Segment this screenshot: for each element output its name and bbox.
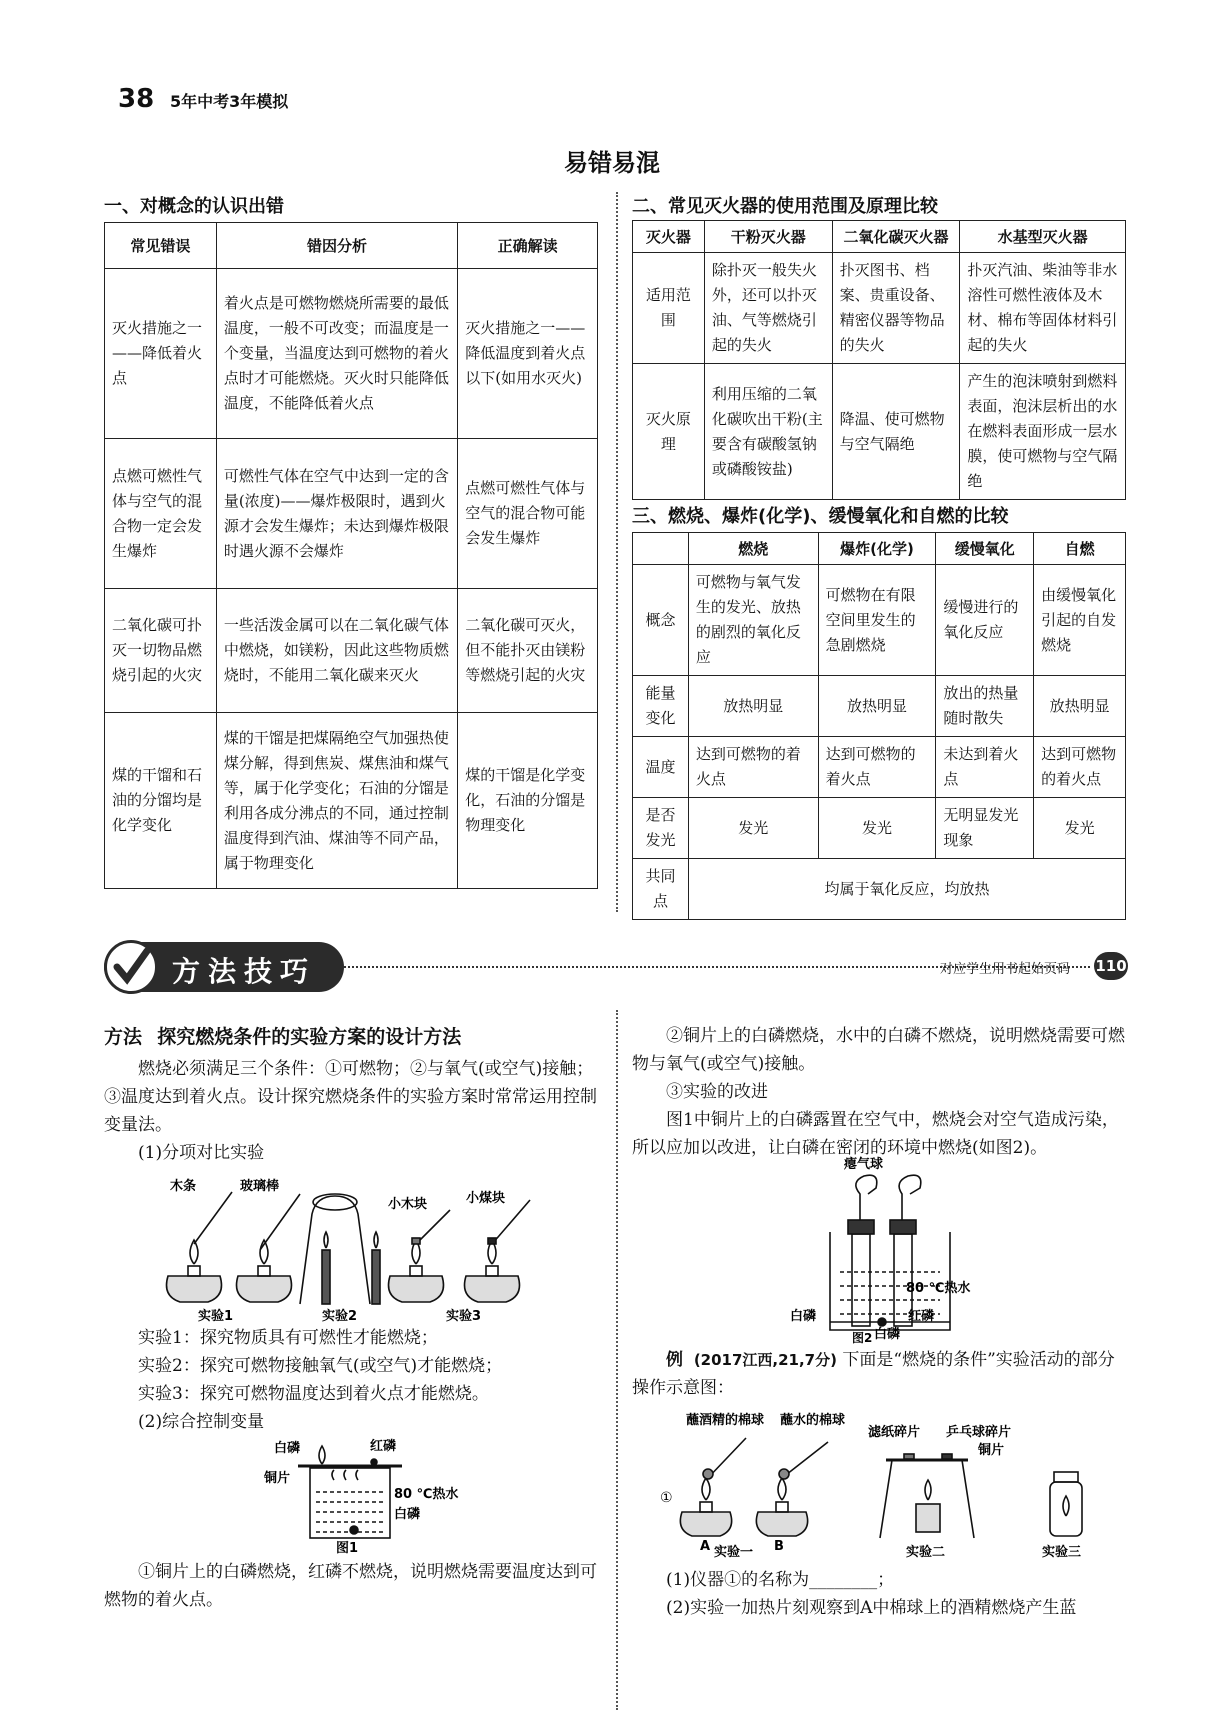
table3-row-header: 能量变化 <box>633 676 689 737</box>
label-red-phosphorus-2: 红磷 <box>908 1309 935 1324</box>
label-copper: 铜片 <box>264 1471 291 1486</box>
table1-header: 常见错误 <box>105 223 217 269</box>
table3-cell: 放热明显 <box>818 676 936 737</box>
table2-header: 二氧化碳灭火器 <box>832 221 960 253</box>
point-2: ②铜片上的白磷燃烧，水中的白磷不燃烧，说明燃烧需要可燃物与氧气(或空气)接触。 <box>632 1026 1125 1074</box>
table3-cell: 缓慢进行的氧化反应 <box>936 565 1034 676</box>
table1-cell: 灭火措施之一——降低温度到着火点以下(如用水灭火) <box>458 269 598 439</box>
book-title: 5年中考3年模拟 <box>170 92 289 111</box>
point-1: ①铜片上的白磷燃烧，红磷不燃烧，说明燃烧需要温度达到可燃物的着火点。 <box>104 1562 597 1610</box>
example-label: 例 <box>666 1350 683 1370</box>
label-copper-2: 铜片 <box>978 1443 1005 1458</box>
table1-cell: 二氧化碳可扑灭一切物品燃烧引起的火灾 <box>105 589 217 713</box>
section2-title: 二、常见灭火器的使用范围及原理比较 <box>632 196 938 217</box>
table3-cell: 达到可燃物的着火点 <box>688 737 818 798</box>
experiment-1-3-figure <box>150 1174 550 1324</box>
label-red-phosphorus: 红磷 <box>370 1439 397 1454</box>
table2-cell: 降温、使可燃物与空气隔绝 <box>832 364 960 500</box>
label-white-phosphorus: 白磷 <box>274 1441 301 1456</box>
table3-cell: 达到可燃物的着火点 <box>818 737 936 798</box>
label-circle-1: ① <box>660 1490 673 1506</box>
label-small-wood: 小木块 <box>388 1197 428 1212</box>
table3-row-header: 共同点 <box>633 859 689 920</box>
figure-1 <box>250 1436 470 1556</box>
table3-cell: 可燃物与氧气发生的发光、放热的剧烈的氧化反应 <box>688 565 818 676</box>
column-divider-bottom <box>616 1010 618 1710</box>
table3-cell: 放热明显 <box>1034 676 1126 737</box>
example-text: 下面是“燃烧的条件”实验活动的部分操作示意图： <box>632 1350 1115 1398</box>
table3-row-header: 概念 <box>633 565 689 676</box>
method-sub2: (2)综合控制变量 <box>138 1412 265 1432</box>
table3-cell: 未达到着火点 <box>936 737 1034 798</box>
question-2: (2)实验一加热片刻观察到A中棉球上的酒精燃烧产生蓝 <box>666 1598 1077 1618</box>
exp-line: 实验3：探究可燃物温度达到着火点才能燃烧。 <box>138 1384 489 1404</box>
table3-cell: 达到可燃物的着火点 <box>1034 737 1126 798</box>
table2-row-header: 灭火原理 <box>633 364 705 500</box>
label-exp-two: 实验二 <box>906 1545 946 1558</box>
table2-cell: 扑灭图书、档案、贵重设备、精密仪器等物品的失火 <box>832 253 960 364</box>
label-small-coal: 小煤块 <box>466 1191 506 1206</box>
method-banner-title: 方法技巧 <box>172 955 317 988</box>
table3-cell: 无明显发光现象 <box>936 798 1034 859</box>
improve-text: 图1中铜片上的白磷露置在空气中，燃烧会对空气造成污染，所以应加以改进，让白磷在密闭的环境中燃烧(如图2)。 <box>632 1110 1119 1158</box>
column-divider-top <box>616 192 618 912</box>
example-figure <box>650 1408 1120 1558</box>
table3-header: 自燃 <box>1034 533 1126 565</box>
example-source: (2017江西,21,7分) <box>693 1351 837 1369</box>
table3-header <box>633 533 689 565</box>
label-b: B <box>774 1539 784 1554</box>
section3-title: 三、燃烧、爆炸(化学)、缓慢氧化和自燃的比较 <box>632 506 1009 527</box>
table3-header: 爆炸(化学) <box>818 533 936 565</box>
table2-header: 水基型灭火器 <box>960 221 1126 253</box>
label-glass-rod: 玻璃棒 <box>240 1179 280 1194</box>
table1-cell: 煤的干馏是把煤隔绝空气加强热使煤分解，得到焦炭、煤焦油和煤气等，属于化学变化；石油的分馏是利用各成分沸点的不同，通过控制温度得到汽油、煤油等不同产品，属于物理变化 <box>216 713 457 889</box>
extinguisher-table <box>632 220 1126 500</box>
figure-1-caption: 图1 <box>336 1541 359 1556</box>
table1-cell: 点燃可燃性气体与空气的混合物一定会发生爆炸 <box>105 439 217 589</box>
page-number: 38 <box>118 84 155 114</box>
label-a: A <box>700 1539 711 1554</box>
table3-cell: 可燃物在有限空间里发生的急剧燃烧 <box>818 565 936 676</box>
table1-cell: 灭火措施之一——降低着火点 <box>105 269 217 439</box>
table1-cell: 煤的干馏和石油的分馏均是化学变化 <box>105 713 217 889</box>
label-filter-paper: 滤纸碎片 <box>868 1425 921 1440</box>
table1-cell: 着火点是可燃物燃烧所需要的最低温度，一般不可改变；而温度是一个变量，当温度达到可燃物的着火点时才可能燃烧。灭火时只能降低温度，不能降低着火点 <box>216 269 457 439</box>
label-white-phosphorus-2: 白磷 <box>394 1507 421 1522</box>
section1-title: 一、对概念的认识出错 <box>104 196 284 217</box>
exp-line: 实验1：探究物质具有可燃性才能燃烧； <box>138 1328 438 1348</box>
table1-cell: 可燃性气体在空气中达到一定的含量(浓度)——爆炸极限时，遇到火源才会发生爆炸；未达到爆炸极限时遇火源不会爆炸 <box>216 439 457 589</box>
label-hot-water: 80 ℃热水 <box>394 1487 459 1502</box>
label-exp2: 实验2 <box>322 1309 358 1324</box>
figure-2 <box>790 1154 1010 1344</box>
exp-line: 实验2：探究可燃物接触氧气(或空气)才能燃烧； <box>138 1356 503 1376</box>
checkmark-icon <box>104 940 158 994</box>
method-label: 方法 <box>104 1026 143 1048</box>
table3-cell: 发光 <box>1034 798 1126 859</box>
table1-cell: 煤的干馏是化学变化，石油的分馏是物理变化 <box>458 713 598 889</box>
label-alcohol-ball: 蘸酒精的棉球 <box>686 1413 765 1428</box>
label-water-ball: 蘸水的棉球 <box>780 1413 846 1428</box>
table1-cell: 二氧化碳可灭火，但不能扑灭由镁粉等燃烧引起的火灾 <box>458 589 598 713</box>
method-sub1: (1)分项对比实验 <box>138 1143 265 1163</box>
table1-cell: 点燃可燃性气体与空气的混合物可能会发生爆炸 <box>458 439 598 589</box>
table2-header: 灭火器 <box>633 221 705 253</box>
question-1: (1)仪器①的名称为________； <box>666 1570 895 1590</box>
table3-cell: 发光 <box>818 798 936 859</box>
table3-row-header: 温度 <box>633 737 689 798</box>
table3-cell: 由缓慢氧化引起的自发燃烧 <box>1034 565 1126 676</box>
table3-header: 缓慢氧化 <box>936 533 1034 565</box>
banner-ref-page: 110 <box>1094 952 1128 980</box>
table3-cell: 发光 <box>688 798 818 859</box>
table3-row-header: 是否发光 <box>633 798 689 859</box>
label-wood: 木条 <box>170 1179 197 1194</box>
table2-cell: 除扑灭一般失火外，还可以扑灭油、气等燃烧引起的失火 <box>704 253 832 364</box>
combustion-comparison-table <box>632 532 1126 920</box>
table2-cell: 扑灭汽油、柴油等非水溶性可燃性液体及木材、棉布等固体材料引起的失火 <box>960 253 1126 364</box>
point-3: ③实验的改进 <box>666 1082 768 1102</box>
concept-error-table <box>104 222 598 889</box>
label-exp-three: 实验三 <box>1042 1545 1082 1558</box>
table3-cell: 放出的热量随时散失 <box>936 676 1034 737</box>
label-exp1: 实验1 <box>198 1309 234 1324</box>
table2-row-header: 适用范围 <box>633 253 705 364</box>
label-exp3: 实验3 <box>446 1309 482 1324</box>
label-white-phosphorus-3: 白磷 <box>790 1309 817 1324</box>
table1-header: 正确解读 <box>458 223 598 269</box>
table1-cell: 一些活泼金属可以在二氧化碳气体中燃烧，如镁粉，因此这些物质燃烧时，不能用二氧化碳来灭火 <box>216 589 457 713</box>
label-exp-one: 实验一 <box>714 1545 754 1558</box>
label-balloon: 瘪气球 <box>844 1157 884 1172</box>
figure-2-caption: 图2 <box>852 1331 873 1344</box>
table3-header: 燃烧 <box>688 533 818 565</box>
main-title: 易错易混 <box>564 149 660 177</box>
banner-ref-text: 对应学生用书起始页码 <box>940 962 1071 977</box>
table2-header: 干粉灭火器 <box>704 221 832 253</box>
table3-common-value: 均属于氧化反应，均放热 <box>688 859 1125 920</box>
table1-header: 错因分析 <box>216 223 457 269</box>
method-intro: 燃烧必须满足三个条件：①可燃物；②与氧气(或空气)接触；③温度达到着火点。设计探究燃烧条件的实验方案时常常运用控制变量法。 <box>104 1059 597 1135</box>
table3-cell: 放热明显 <box>688 676 818 737</box>
label-hot-water-2: 80 ℃热水 <box>906 1281 971 1296</box>
label-white-phosphorus-4: 白磷 <box>874 1327 901 1342</box>
method-heading: 探究燃烧条件的实验方案的设计方法 <box>157 1026 462 1048</box>
table2-cell: 利用压缩的二氧化碳吹出干粉(主要含有碳酸氢钠或磷酸铵盐) <box>704 364 832 500</box>
table2-cell: 产生的泡沫喷射到燃料表面，泡沫层析出的水在燃料表面形成一层水膜，使可燃物与空气隔绝 <box>960 364 1126 500</box>
label-pingpong: 乒乓球碎片 <box>946 1425 1012 1440</box>
